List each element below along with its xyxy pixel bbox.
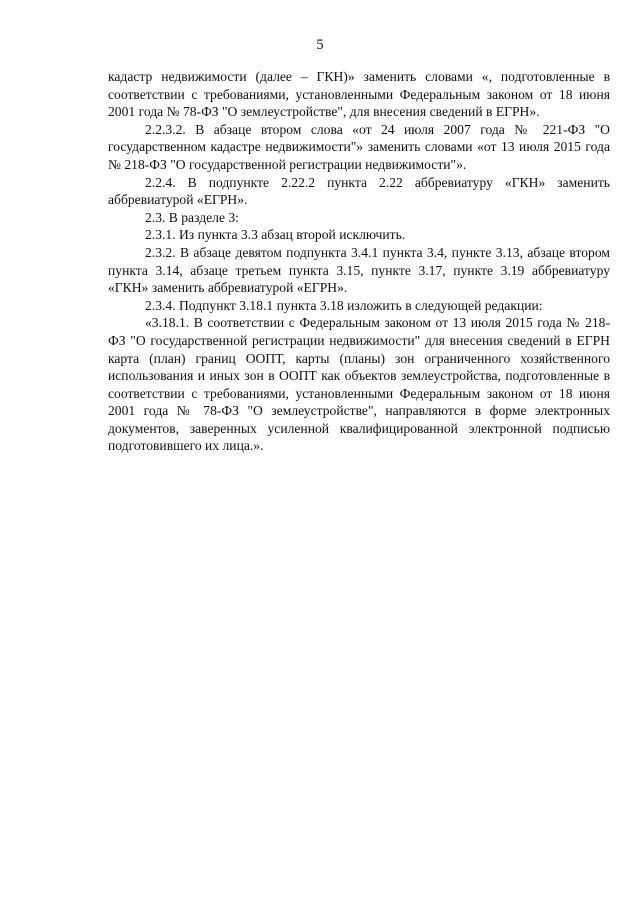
paragraph-3-18-1: «3.18.1. В соответствии с Федеральным законом от 13 июля 2015 года № 218-ФЗ "О государственной регистрации недвижимости" для внесения сведений в ЕГРН карта (план) границ ООПТ, карты (планы) зон ограниченного хозяйственного использования и иных зон в ООПТ как объектов землеустройства, подготовленные в соответствии с требованиями, установленными Федеральным законом от 18 июня 2001 года № 78-ФЗ "О землеустройстве", направляются в форме электронных документов, заверенных усиленной квалифицированной электронной подписью подготовившего их лица.». — [108, 315, 610, 454]
paragraph-continuation: кадастр недвижимости (далее – ГКН)» заменить словами «, подготовленные в соответствии с требованиями, установленными Федеральным законом от 18 июня 2001 года № 78-ФЗ "О землеустройстве", для внесения сведений в ЕГРН». — [108, 69, 610, 120]
paragraph-2-3-1: 2.3.1. Из пункта 3.3 абзац второй исключить. — [145, 227, 406, 243]
paragraph-2-3-4: 2.3.4. Подпункт 3.18.1 пункта 3.18 изложить в следующей редакции: — [145, 297, 543, 313]
paragraph-2-3: 2.3. В разделе 3: — [145, 209, 239, 225]
paragraph-2-2-4: 2.2.4. В подпункте 2.22.2 пункта 2.22 аббревиатуру «ГКН» заменить аббревиатурой «ЕГРН». — [108, 174, 610, 208]
paragraph-2-2-3-2: 2.2.3.2. В абзаце втором слова «от 24 июля 2007 года № 221-ФЗ "О государственном кадастре недвижимости"» заменить словами «от 13 июля 2015 года № 218-ФЗ "О государственной регистрации недвижимости"». — [108, 121, 610, 172]
page-number: 5 — [316, 37, 324, 53]
paragraph-2-3-2: 2.3.2. В абзаце девятом подпункта 3.4.1 пункта 3.4, пункте 3.13, абзаце втором пункта 3.14, абзаце третьем пункта 3.15, пункте 3.17, пункте 3.19 аббревиатуру «ГКН» заменить аббревиатурой «ЕГРН». — [108, 244, 610, 296]
document-body — [108, 68, 610, 455]
